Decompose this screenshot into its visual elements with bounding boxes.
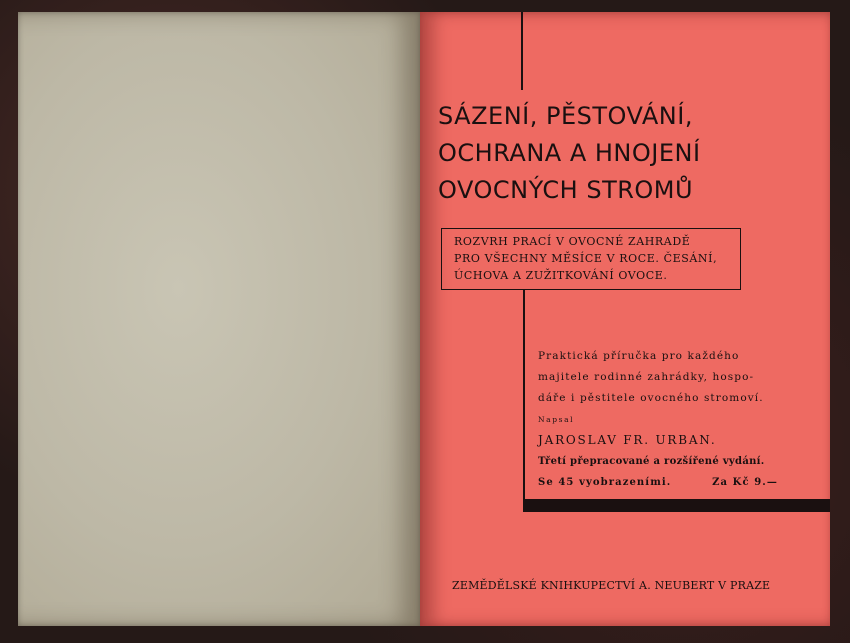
title-line: OVOCNÝCH STROMŮ bbox=[438, 176, 694, 204]
title-line: OCHRANA A HNOJENÍ bbox=[438, 139, 701, 167]
subtitle-line: ROZVRH PRACÍ V OVOCNÉ ZAHRADĚ bbox=[454, 235, 691, 248]
subtitle-box bbox=[441, 228, 741, 290]
description-line: Praktická příručka pro každého bbox=[538, 350, 740, 362]
book-title bbox=[438, 98, 818, 209]
description-line: dáře i pěstitele ovocného stromoví. bbox=[538, 392, 764, 404]
author-name: JAROSLAV FR. URBAN. bbox=[538, 433, 717, 447]
middle-vertical-rule bbox=[523, 290, 525, 502]
top-vertical-rule bbox=[521, 12, 523, 90]
subtitle-line: PRO VŠECHNY MĚSÍCE V ROCE. ČESÁNÍ, bbox=[454, 252, 718, 265]
price-label: Za Kč 9.— bbox=[712, 477, 778, 488]
illustrations-note: Se 45 vyobrazeními. bbox=[538, 477, 672, 488]
description-line: majitele rodinné zahrádky, hospo- bbox=[538, 371, 755, 383]
title-line: SÁZENÍ, PĚSTOVÁNÍ, bbox=[438, 102, 693, 130]
subtitle-line: ÚCHOVA A ZUŽITKOVÁNÍ OVOCE. bbox=[454, 269, 668, 282]
title-page bbox=[420, 12, 830, 626]
edition-note: Třetí přepracované a rozšířené vydání. bbox=[538, 456, 765, 467]
left-endpaper bbox=[18, 12, 420, 626]
book-description bbox=[538, 346, 778, 493]
wrote-label: Napsal bbox=[538, 415, 575, 424]
horizontal-bar bbox=[523, 499, 830, 512]
illustrations-price-row bbox=[538, 472, 778, 493]
publisher-imprint: ZEMĚDĚLSKÉ KNIHKUPECTVÍ A. NEUBERT V PRAZE bbox=[452, 579, 771, 592]
